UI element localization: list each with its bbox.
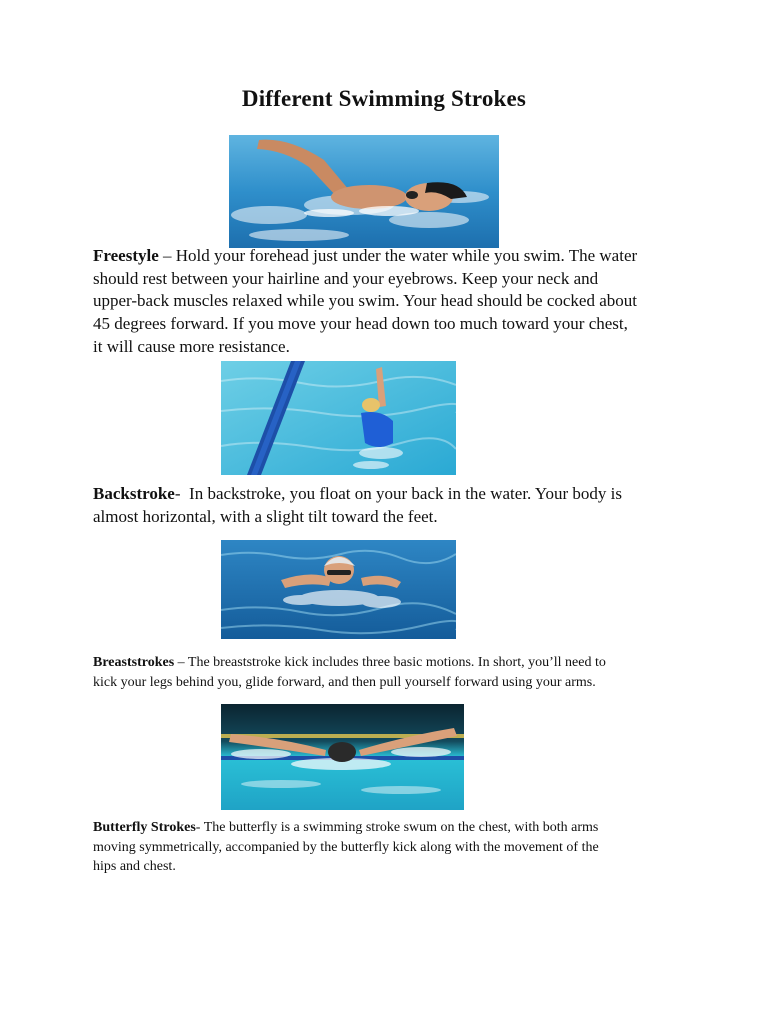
stroke-name: Butterfly Strokes <box>93 820 196 835</box>
backstroke-paragraph: Backstroke- In backstroke, you float on your back in the water. Your body is almost horizontal, with a slight tilt toward the feet. <box>93 484 622 526</box>
freestyle-paragraph: Freestyle – Hold your forehead just under the water while you swim. The water should rest between your hairline and your eyebrows. Keep your neck and upper-back muscles relaxed while you swim. Your head should be cocked about 45 degrees forward. If you move your head down too much toward your chest, it will cause more resistance. <box>93 246 638 356</box>
breaststroke-paragraph: Breaststrokes – The breaststroke kick includes three basic motions. In short, you’ll need to kick your legs behind you, glide forward, and then pull yourself forward using your arms. <box>93 655 606 690</box>
freestyle-swimmer-photo <box>229 135 499 248</box>
butterfly-paragraph: Butterfly Strokes- The butterfly is a swimming stroke swum on the chest, with both arms moving symmetrically, accompanied by the butterfly kick along with the movement of the hips and chest. <box>93 820 599 874</box>
stroke-name: Backstroke <box>93 484 175 503</box>
backstroke-swimmer-photo <box>221 361 456 475</box>
stroke-name: Freestyle <box>93 246 159 265</box>
butterfly-swimmer-photo <box>221 704 464 810</box>
page-title: Different Swimming Strokes <box>241 86 527 111</box>
stroke-name: Breaststrokes <box>93 655 175 670</box>
breaststroke-swimmer-photo <box>221 540 456 639</box>
